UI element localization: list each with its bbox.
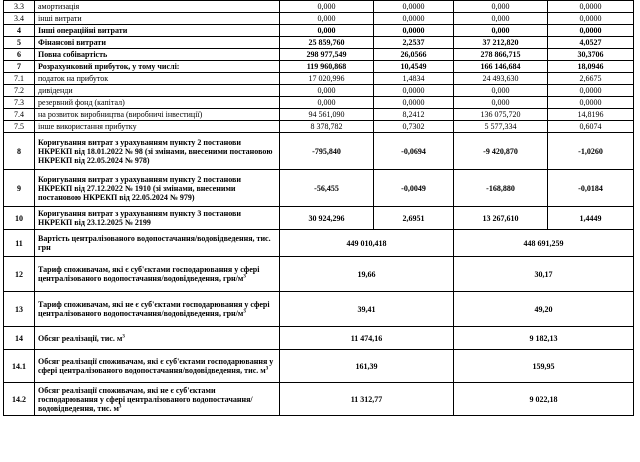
value-total-2: -9 420,870 bbox=[454, 133, 548, 170]
table-row bbox=[4, 207, 634, 230]
value-per-unit-2: 1,4449 bbox=[548, 207, 634, 230]
value-per-unit-2: 0,0000 bbox=[548, 25, 634, 37]
table-row bbox=[4, 292, 634, 327]
value-total-2: 0,000 bbox=[454, 1, 548, 13]
row-label: податок на прибуток bbox=[35, 73, 280, 85]
row-number: 8 bbox=[4, 133, 35, 170]
table-row bbox=[4, 25, 634, 37]
value-per-unit-2: 14,8196 bbox=[548, 109, 634, 121]
value-per-unit-1: 26,0566 bbox=[374, 49, 454, 61]
value-per-unit-2: 4,0527 bbox=[548, 37, 634, 49]
value-total-2: 37 212,820 bbox=[454, 37, 548, 49]
value-total-2: 0,000 bbox=[454, 25, 548, 37]
table-row bbox=[4, 383, 634, 416]
table-row bbox=[4, 350, 634, 383]
merged-value-1: 11 312,77 bbox=[280, 383, 454, 416]
value-total-1: 0,000 bbox=[280, 97, 374, 109]
value-per-unit-2: 0,0000 bbox=[548, 85, 634, 97]
row-label bbox=[35, 257, 280, 292]
unit-superscript: 3 bbox=[265, 366, 269, 372]
merged-value-1: 11 474,16 bbox=[280, 327, 454, 350]
value-per-unit-2: 0,6074 bbox=[548, 121, 634, 133]
value-total-2: 136 075,720 bbox=[454, 109, 548, 121]
value-per-unit-2: 0,0000 bbox=[548, 1, 634, 13]
row-number: 14 bbox=[4, 327, 35, 350]
unit-superscript: 3 bbox=[243, 274, 246, 280]
row-label-text: Тариф споживачам, які не є суб'єктами господарювання у сфері централізованого водопостачання/водовідведення, грн/м bbox=[38, 300, 270, 318]
value-per-unit-2: 0,0000 bbox=[548, 13, 634, 25]
table-row bbox=[4, 85, 634, 97]
value-per-unit-2: 30,3706 bbox=[548, 49, 634, 61]
row-number: 11 bbox=[4, 230, 35, 257]
row-number: 7.4 bbox=[4, 109, 35, 121]
row-label: на розвиток виробництва (виробничі інвестиції) bbox=[35, 109, 280, 121]
row-number: 7 bbox=[4, 61, 35, 73]
row-number: 12 bbox=[4, 257, 35, 292]
table-row bbox=[4, 37, 634, 49]
row-label bbox=[35, 350, 280, 383]
row-label bbox=[35, 230, 280, 257]
row-number: 13 bbox=[4, 292, 35, 327]
table-row bbox=[4, 133, 634, 170]
row-label bbox=[35, 327, 280, 350]
merged-value-2: 49,20 bbox=[454, 292, 634, 327]
value-per-unit-1: 2,6951 bbox=[374, 207, 454, 230]
table-row bbox=[4, 13, 634, 25]
merged-value-1: 161,39 bbox=[280, 350, 454, 383]
table-row bbox=[4, 109, 634, 121]
row-number: 7.3 bbox=[4, 97, 35, 109]
value-per-unit-1: 1,4834 bbox=[374, 73, 454, 85]
row-label: дивіденди bbox=[35, 85, 280, 97]
value-per-unit-1: 0,7302 bbox=[374, 121, 454, 133]
value-total-1: 0,000 bbox=[280, 85, 374, 97]
value-total-2: 0,000 bbox=[454, 85, 548, 97]
tariff-table bbox=[3, 0, 634, 416]
value-per-unit-1: 10,4549 bbox=[374, 61, 454, 73]
table-row bbox=[4, 121, 634, 133]
value-per-unit-1: -0,0694 bbox=[374, 133, 454, 170]
value-per-unit-1: 0,0000 bbox=[374, 25, 454, 37]
unit-superscript: 3 bbox=[243, 309, 246, 315]
value-total-1: 0,000 bbox=[280, 1, 374, 13]
table-row bbox=[4, 61, 634, 73]
row-label-text: Обсяг реалізації споживачам, які є суб'єктами господарювання у сфері централізованого водопостачання/водовідведення, тис. м bbox=[38, 357, 274, 375]
merged-value-2: 30,17 bbox=[454, 257, 634, 292]
row-label: Фінансові витрати bbox=[35, 37, 280, 49]
row-number: 7.5 bbox=[4, 121, 35, 133]
value-total-1: 119 960,868 bbox=[280, 61, 374, 73]
row-label: інші витрати bbox=[35, 13, 280, 25]
row-number: 14.1 bbox=[4, 350, 35, 383]
merged-value-1: 19,66 bbox=[280, 257, 454, 292]
row-label: резервний фонд (капітал) bbox=[35, 97, 280, 109]
value-total-2: 13 267,610 bbox=[454, 207, 548, 230]
merged-value-2: 9 182,13 bbox=[454, 327, 634, 350]
row-label: Інші операційні витрати bbox=[35, 25, 280, 37]
unit-superscript: 3 bbox=[118, 403, 122, 409]
row-label-text: Обсяг реалізації споживачам, які не є суб'єктами господарювання у сфері централізованого водопостачання/водовідведення, тис. м bbox=[38, 385, 253, 413]
row-label bbox=[35, 383, 280, 416]
merged-value-1: 39,41 bbox=[280, 292, 454, 327]
row-label bbox=[35, 292, 280, 327]
value-total-2: -168,880 bbox=[454, 170, 548, 207]
row-label: Коригування витрат з урахуванням пункту 3 постанови НКРЕКП від 23.12.2025 № 2199 bbox=[35, 207, 280, 230]
row-number: 7.1 bbox=[4, 73, 35, 85]
row-label-text: Тариф споживачам, які є суб'єктами господарювання у сфері централізованого водопостачання/водовідведення, грн/м bbox=[38, 265, 260, 283]
value-total-1: 30 924,296 bbox=[280, 207, 374, 230]
unit-superscript: 3 bbox=[122, 333, 125, 339]
row-label: амортизація bbox=[35, 1, 280, 13]
row-number: 14.2 bbox=[4, 383, 35, 416]
table-row bbox=[4, 170, 634, 207]
row-label: інше використання прибутку bbox=[35, 121, 280, 133]
value-per-unit-1: -0,0049 bbox=[374, 170, 454, 207]
value-total-1: -795,840 bbox=[280, 133, 374, 170]
value-total-1: 298 977,549 bbox=[280, 49, 374, 61]
row-number: 9 bbox=[4, 170, 35, 207]
value-total-2: 278 866,715 bbox=[454, 49, 548, 61]
table-row bbox=[4, 257, 634, 292]
table-row bbox=[4, 49, 634, 61]
merged-value-2: 159,95 bbox=[454, 350, 634, 383]
value-per-unit-1: 8,2412 bbox=[374, 109, 454, 121]
row-label-text: Вартість централізованого водопостачання/водовідведення, тис. грн bbox=[38, 234, 271, 252]
row-label: Коригування витрат з урахуванням пункту 2 постанови НКРЕКП від 27.12.2022 № 1910 (зі змінами, внесеними постановою НКРЕКП від 22.05.2024 № 979) bbox=[35, 170, 280, 207]
value-per-unit-1: 0,0000 bbox=[374, 97, 454, 109]
row-label-text: Обсяг реалізації, тис. м bbox=[38, 333, 123, 343]
value-total-2: 0,000 bbox=[454, 13, 548, 25]
value-total-1: 94 561,090 bbox=[280, 109, 374, 121]
value-total-1: -56,455 bbox=[280, 170, 374, 207]
table-row bbox=[4, 73, 634, 85]
merged-value-1: 449 010,418 bbox=[280, 230, 454, 257]
value-total-2: 5 577,334 bbox=[454, 121, 548, 133]
value-total-2: 0,000 bbox=[454, 97, 548, 109]
table-row bbox=[4, 97, 634, 109]
row-number: 6 bbox=[4, 49, 35, 61]
row-number: 7.2 bbox=[4, 85, 35, 97]
row-number: 5 bbox=[4, 37, 35, 49]
value-total-1: 0,000 bbox=[280, 13, 374, 25]
value-per-unit-1: 0,0000 bbox=[374, 1, 454, 13]
row-number: 4 bbox=[4, 25, 35, 37]
table-row bbox=[4, 1, 634, 13]
value-per-unit-2: 18,0946 bbox=[548, 61, 634, 73]
value-per-unit-2: 2,6675 bbox=[548, 73, 634, 85]
row-number: 3.3 bbox=[4, 1, 35, 13]
value-total-1: 25 859,760 bbox=[280, 37, 374, 49]
value-total-1: 17 020,996 bbox=[280, 73, 374, 85]
row-number: 3.4 bbox=[4, 13, 35, 25]
row-label: Коригування витрат з урахуванням пункту 2 постанови НКРЕКП від 18.01.2022 № 98 (зі змінами, внесеними постановою НКРЕКП від 22.05.2024 № 978) bbox=[35, 133, 280, 170]
value-per-unit-2: 0,0000 bbox=[548, 97, 634, 109]
value-per-unit-2: -0,0184 bbox=[548, 170, 634, 207]
value-per-unit-1: 2,2537 bbox=[374, 37, 454, 49]
value-total-2: 166 146,684 bbox=[454, 61, 548, 73]
row-number: 10 bbox=[4, 207, 35, 230]
merged-value-2: 9 022,18 bbox=[454, 383, 634, 416]
table-row bbox=[4, 327, 634, 350]
value-per-unit-2: -1,0260 bbox=[548, 133, 634, 170]
value-total-1: 0,000 bbox=[280, 25, 374, 37]
value-per-unit-1: 0,0000 bbox=[374, 13, 454, 25]
value-total-1: 8 378,782 bbox=[280, 121, 374, 133]
row-label: Повна собівартість bbox=[35, 49, 280, 61]
value-total-2: 24 493,630 bbox=[454, 73, 548, 85]
value-per-unit-1: 0,0000 bbox=[374, 85, 454, 97]
merged-value-2: 448 691,259 bbox=[454, 230, 634, 257]
row-label: Розрахунковий прибуток, у тому числі: bbox=[35, 61, 280, 73]
table-row bbox=[4, 230, 634, 257]
